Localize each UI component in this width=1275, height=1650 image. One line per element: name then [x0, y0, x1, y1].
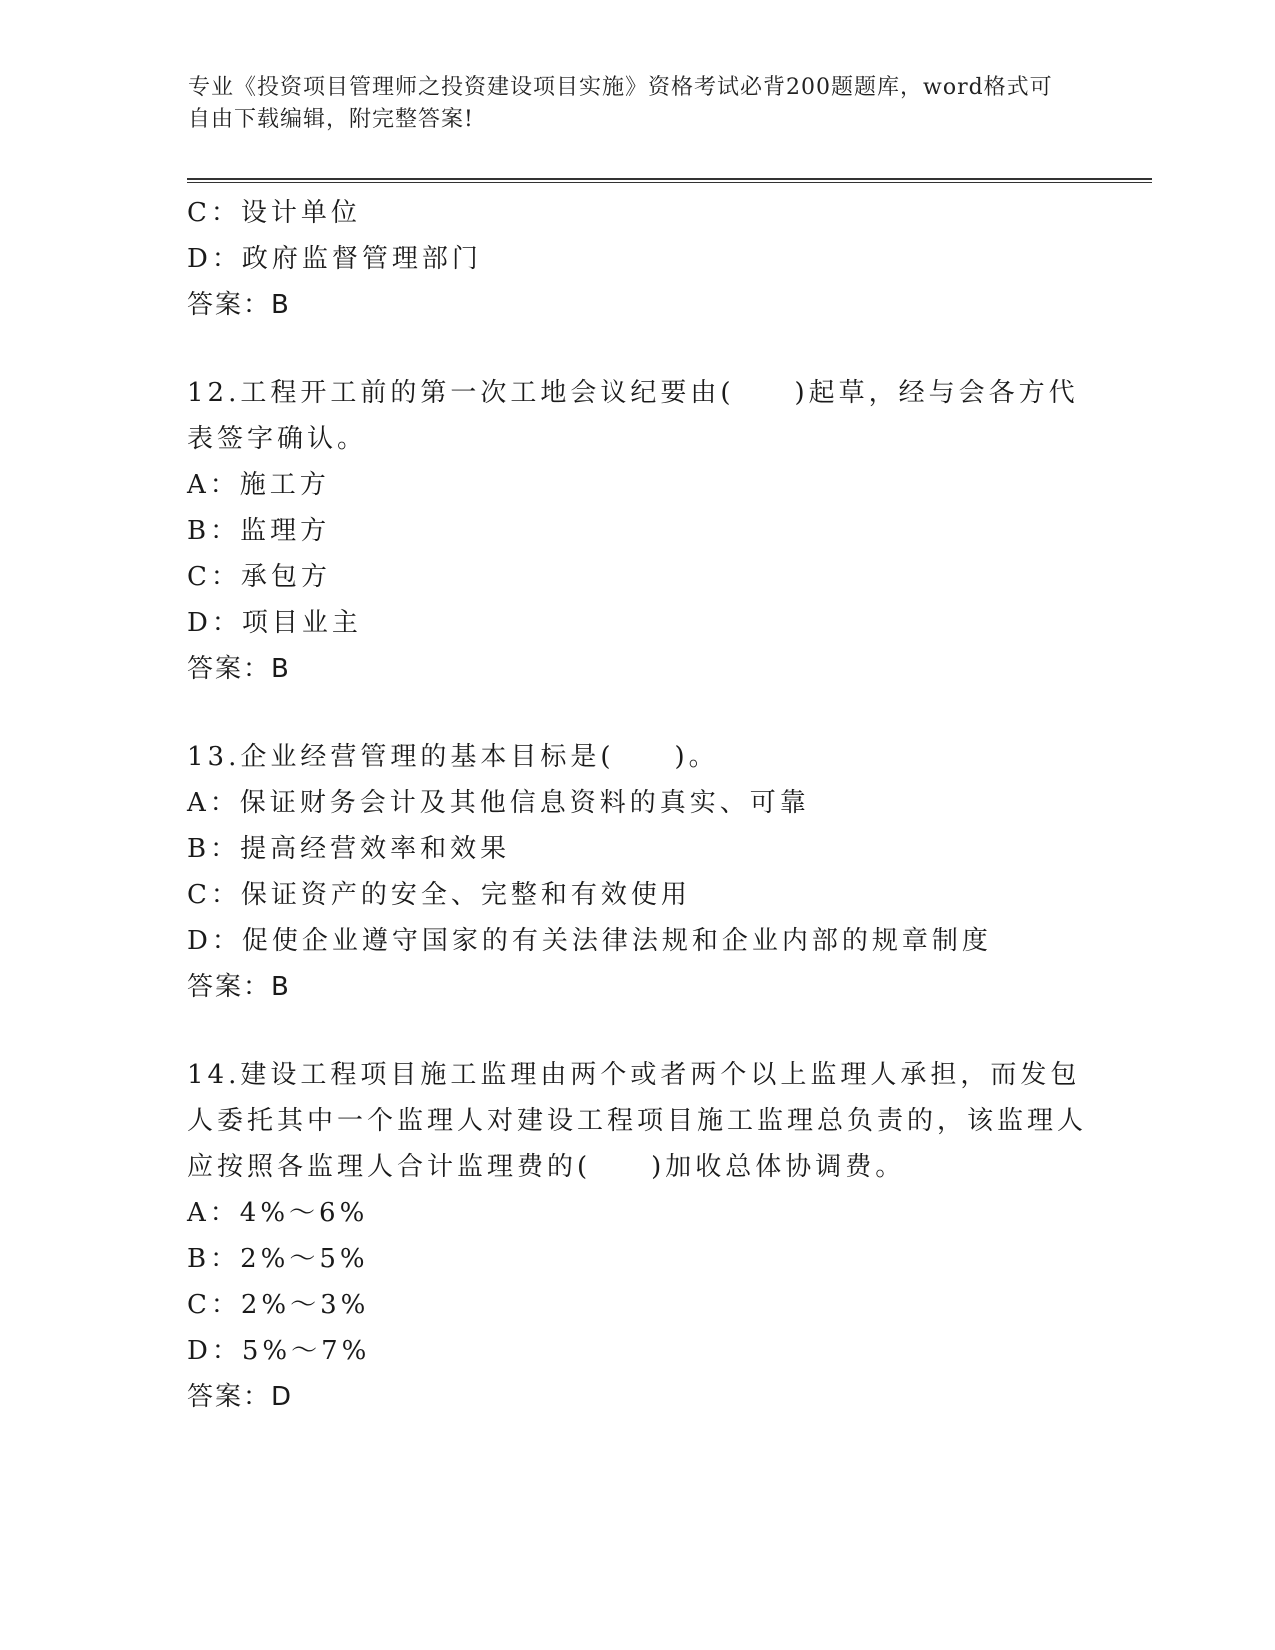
question-list	[187, 190, 1087, 1420]
question-14	[187, 1052, 1087, 1420]
option-b: B：提高经营效率和效果	[187, 834, 511, 864]
answer: 答案：B	[187, 654, 291, 684]
question-stem: 14.建设工程项目施工监理由两个或者两个以上监理人承担，而发包人委托其中一个监理人对建设工程项目施工监理总负责的，该监理人应按照各监理人合计监理费的( )加收总体协调费。	[187, 1060, 1088, 1182]
option-c: C：承包方	[187, 562, 331, 592]
answer: 答案：B	[187, 972, 291, 1002]
question-12	[187, 370, 1087, 692]
option-a: A：保证财务会计及其他信息资料的真实、可靠	[187, 788, 810, 818]
option-d: D：5%～7%	[187, 1336, 371, 1366]
option-c: C：保证资产的安全、完整和有效使用	[187, 880, 691, 910]
option-d: D：政府监督管理部门	[187, 244, 482, 274]
question-stem: 12.工程开工前的第一次工地会议纪要由( )起草，经与会各方代表签字确认。	[187, 378, 1079, 454]
option-c: C：设计单位	[187, 198, 361, 228]
option-a: A：施工方	[187, 470, 330, 500]
answer: 答案：D	[187, 1382, 294, 1412]
option-c: C：2%～3%	[187, 1290, 370, 1320]
option-b: B：监理方	[187, 516, 331, 546]
option-d: D：促使企业遵守国家的有关法律法规和企业内部的规章制度	[187, 926, 992, 956]
document-header: 专业《投资项目管理师之投资建设项目实施》资格考试必背200题题库，word格式可自由下载编辑，附完整答案!	[188, 75, 1053, 132]
option-a: A：4%～6%	[187, 1198, 369, 1228]
option-d: D：项目业主	[187, 608, 362, 638]
option-b: B：2%～5%	[187, 1244, 369, 1274]
question-13	[187, 734, 1087, 1010]
question-11-tail	[187, 190, 1087, 328]
answer: 答案：B	[187, 290, 291, 320]
header-divider	[187, 178, 1152, 183]
question-stem: 13.企业经营管理的基本目标是( )。	[187, 742, 719, 772]
